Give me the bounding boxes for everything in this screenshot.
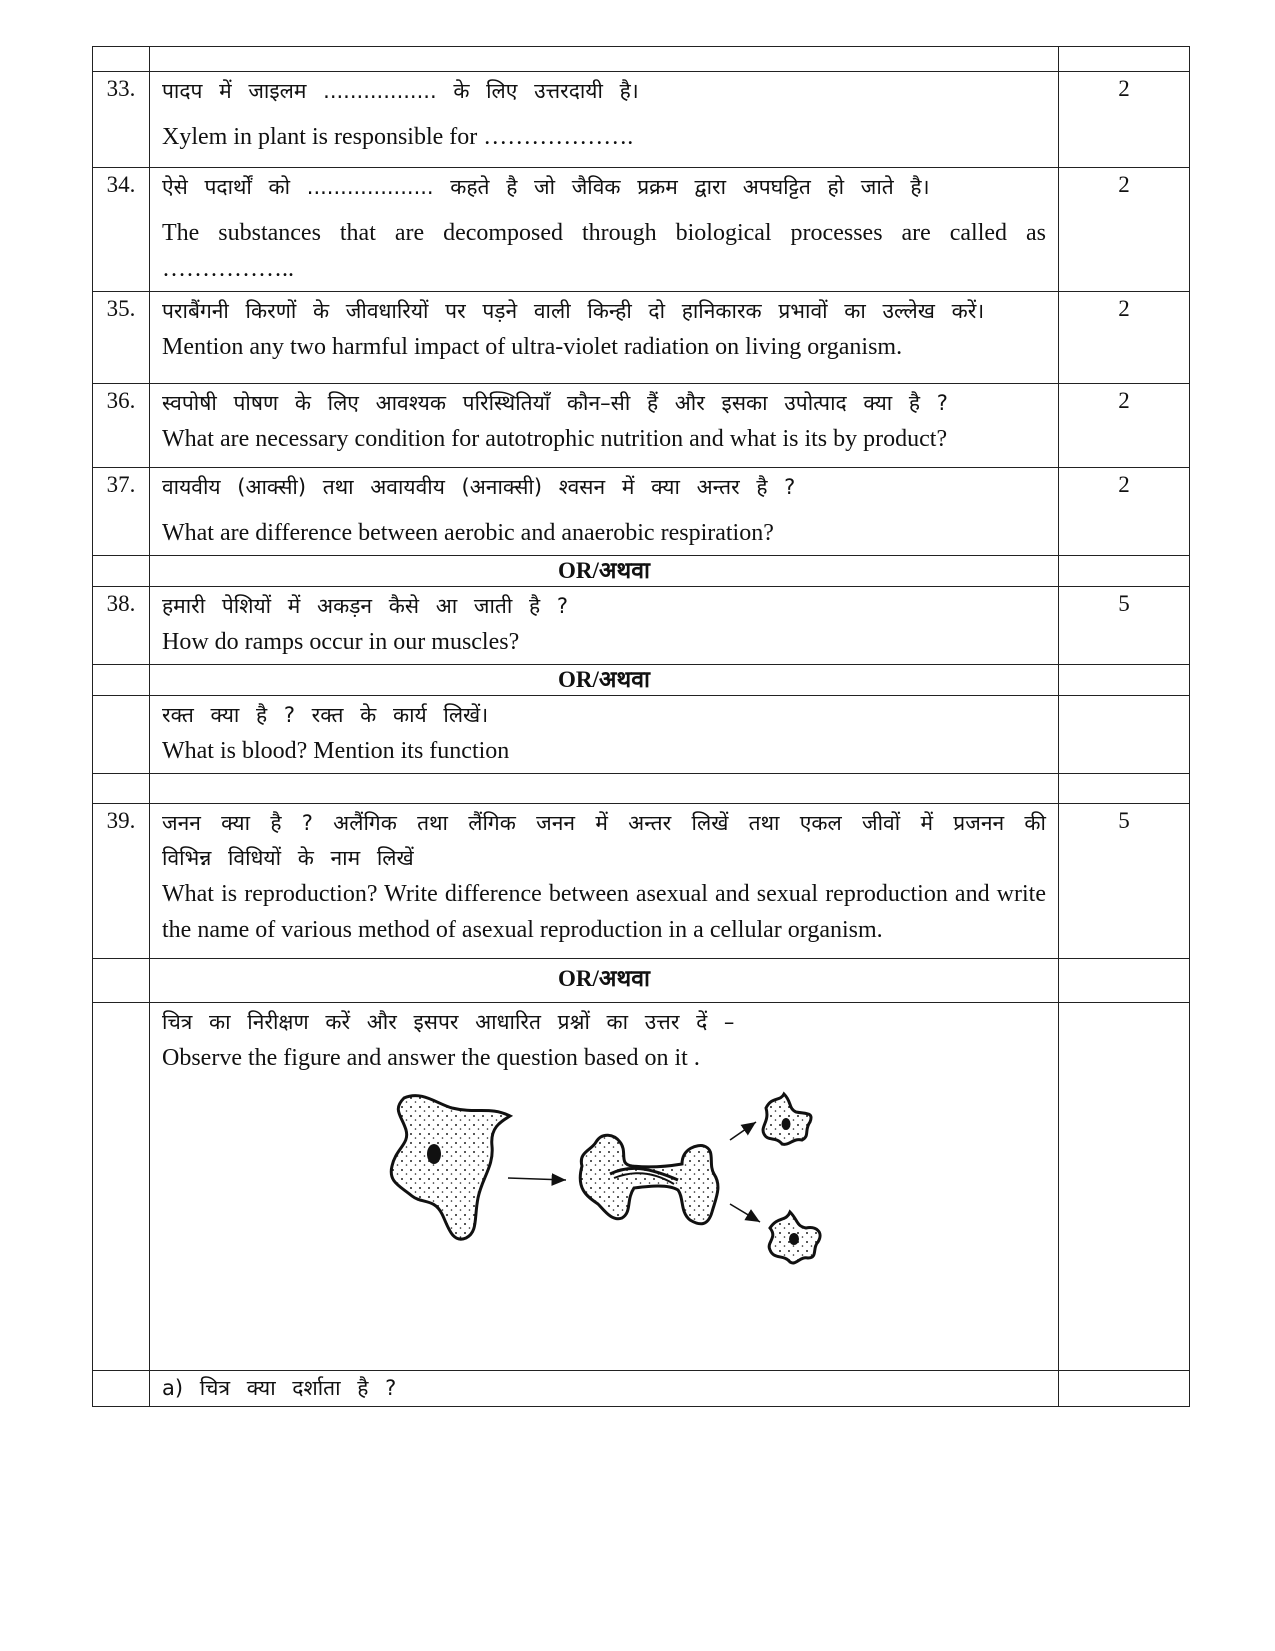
question-marks: 2 [1059, 168, 1190, 292]
question-row [93, 1003, 1190, 1371]
question-text-hindi: ऐसे पदार्थों को ................... कहते है जो जैविक प्रक्रम द्वारा अपघट्टित हो जाते है। [162, 175, 930, 199]
or-label: OR/अथवा [150, 556, 1059, 587]
question-text-english: The substances that are decomposed through biological processes are called as …………….. [162, 220, 1046, 282]
or-row [93, 556, 1190, 587]
question-text-english: What is reproduction? Write difference between asexual and sexual reproduction and write the name of various method of asexual reproduction in a cellular organism. [162, 881, 1046, 943]
question-marks: 2 [1059, 468, 1190, 556]
question-text-english: What is blood? Mention its function [162, 738, 510, 764]
question-text-hindi: स्वपोषी पोषण के लिए आवश्यक परिस्थितियाँ कौन–सी हैं और इसका उपोत्पाद क्या है ? [162, 391, 948, 415]
question-marks: 5 [1059, 804, 1190, 959]
question-row [93, 804, 1190, 959]
sub-question-row [93, 1371, 1190, 1407]
question-marks: 2 [1059, 292, 1190, 384]
or-label: OR/अथवा [150, 665, 1059, 696]
question-row [93, 696, 1190, 774]
question-marks: 2 [1059, 384, 1190, 468]
question-table [92, 46, 1190, 1407]
question-text-english: Observe the figure and answer the question based on it . [162, 1045, 700, 1071]
header-row [93, 47, 1190, 72]
question-text-hindi: चित्र का निरीक्षण करें और इसपर आधारित प्रश्नों का उत्तर दें – [162, 1010, 735, 1034]
question-number: 37. [93, 468, 150, 556]
question-number: 33. [93, 72, 150, 168]
question-marks: 5 [1059, 587, 1190, 665]
question-row [93, 384, 1190, 468]
question-text-hindi: रक्त क्या है ? रक्त के कार्य लिखें। [162, 703, 489, 727]
question-row [93, 587, 1190, 665]
or-label: OR/अथवा [150, 959, 1059, 1003]
question-number: 39. [93, 804, 150, 959]
question-text-english: What are necessary condition for autotrophic nutrition and what is its by product? [162, 426, 948, 452]
question-text-english: Mention any two harmful impact of ultra-violet radiation on living organism. [162, 334, 903, 360]
sub-question-a: a) चित्र क्या दर्शाता है ? [162, 1376, 397, 1400]
question-text-hindi: पादप में जाइलम ................. के लिए उत्तरदायी है। [162, 79, 639, 103]
question-row [93, 168, 1190, 292]
question-text-english: How do ramps occur in our muscles? [162, 629, 520, 655]
amoeba-binary-fission-icon [382, 1086, 842, 1286]
question-number: 34. [93, 168, 150, 292]
question-number: 38. [93, 587, 150, 665]
question-text-hindi: जनन क्या है ? अलैंगिक तथा लैंगिक जनन में अन्तर लिखें तथा एकल जीवों में प्रजनन की विभिन्न विधियों के नाम लिखें [162, 811, 1046, 870]
question-text-english: What are difference between aerobic and anaerobic respiration? [162, 520, 774, 546]
or-row [93, 665, 1190, 696]
question-text-hindi: पराबैंगनी किरणों के जीवधारियों पर पड़ने वाली किन्ही दो हानिकारक प्रभावों का उल्लेख करें। [162, 299, 985, 323]
question-text-hindi: हमारी पेशियों में अकड़न कैसे आ जाती है ? [162, 594, 568, 618]
question-row [93, 292, 1190, 384]
question-row [93, 468, 1190, 556]
or-row [93, 959, 1190, 1003]
question-number: 36. [93, 384, 150, 468]
question-text-hindi: वायवीय (आक्सी) तथा अवायवीय (अनाक्सी) श्वसन में क्या अन्तर है ? [162, 475, 796, 499]
figure-container [162, 1076, 1046, 1366]
spacer-row [93, 774, 1190, 804]
question-text-english: Xylem in plant is responsible for ………………. [162, 124, 634, 150]
question-marks: 2 [1059, 72, 1190, 168]
question-row [93, 72, 1190, 168]
question-number: 35. [93, 292, 150, 384]
